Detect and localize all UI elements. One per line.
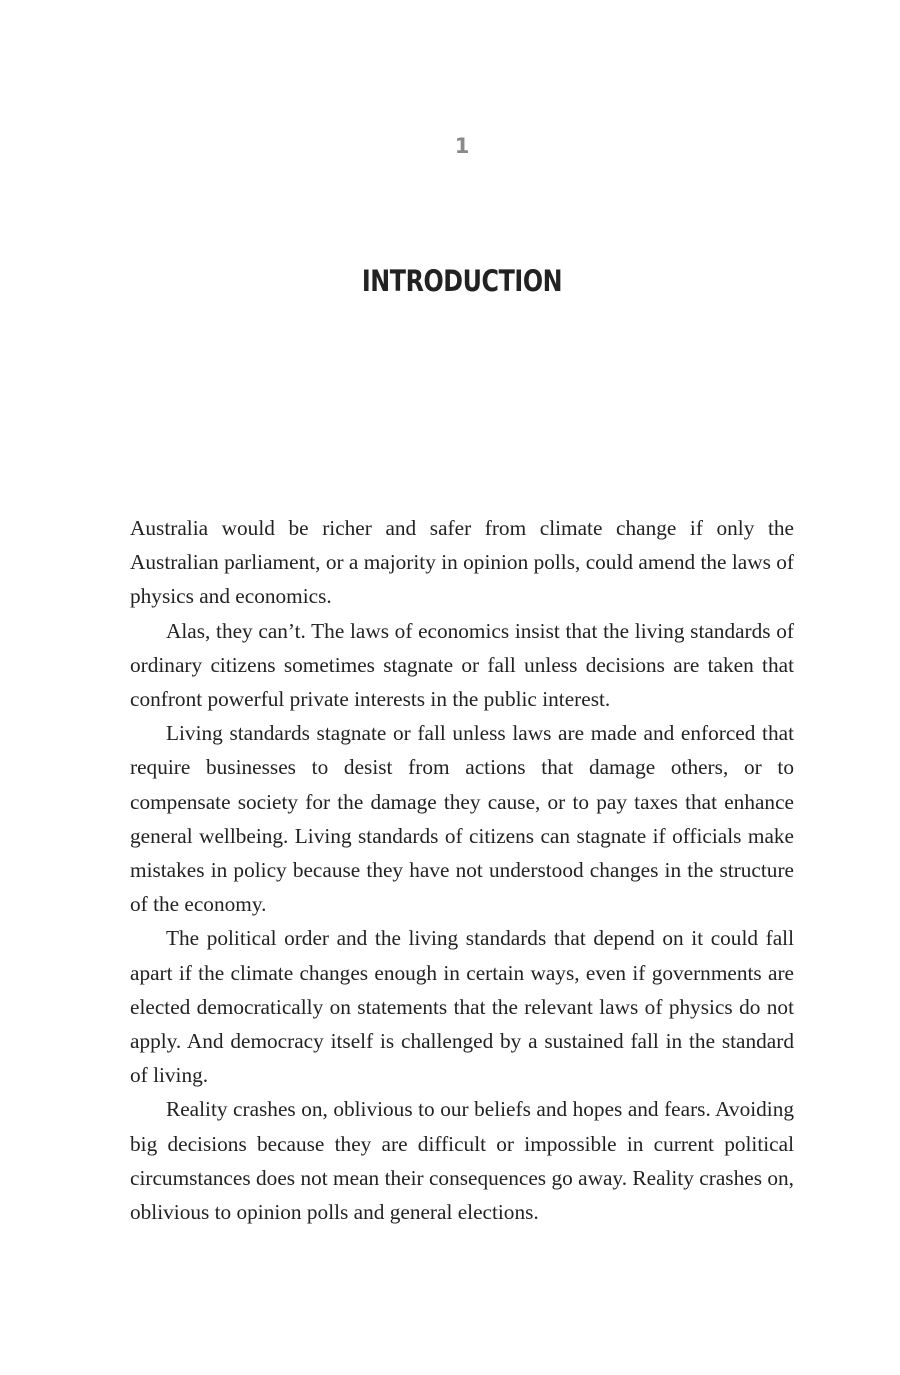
paragraph-1: Australia would be richer and safer from climate change if only the Australian parliament, or a majority in opinion polls, could amend the laws of physics and economics. (130, 516, 794, 609)
chapter-body (130, 511, 794, 1229)
chapter-number: 1 (454, 134, 470, 158)
paragraph-2: Alas, they can’t. The laws of economics insist that the living standards of ordinary citizens sometimes stagnate or fall unless decisions are taken that confront powerful private interests in the public interest. (130, 618, 794, 712)
paragraph-5: Reality crashes on, oblivious to our beliefs and hopes and fears. Avoiding big decisions because they are difficult or impossible in current political circumstances does not mean their consequences go away. Reality crashes on, oblivious to opinion polls and general elections. (130, 1097, 794, 1225)
chapter-title: INTRODUCTION (361, 264, 563, 298)
paragraph-4: The political order and the living standards that depend on it could fall apart if the climate changes enough in certain ways, even if governments are elected democratically on statements that the relevant laws of physics do not apply. And democracy itself is challenged by a sustained fall in the standard of living. (130, 926, 794, 1088)
paragraph-3: Living standards stagnate or fall unless laws are made and enforced that require businesses to desist from actions that damage others, or to compensate society for the damage they cause, or to pay taxes that enhance general wellbeing. Living standards of citizens can stagnate if officials make mistakes in policy because they have not understood changes in the structure of the economy. (130, 721, 794, 917)
